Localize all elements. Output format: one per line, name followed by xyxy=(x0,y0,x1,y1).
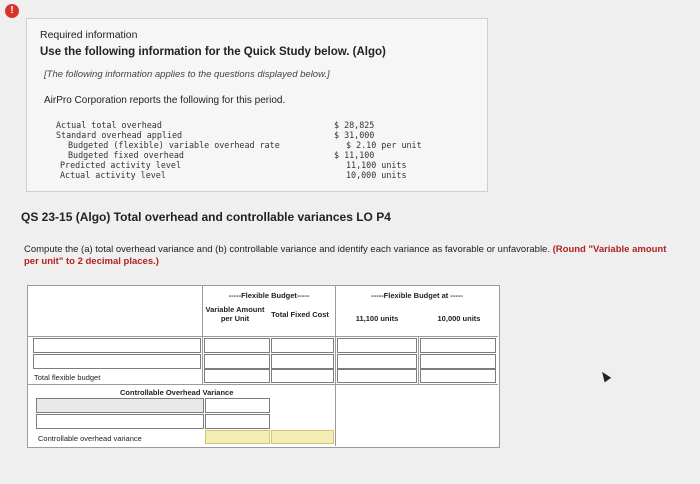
item-label: Standard overhead applied xyxy=(56,130,183,140)
row2-label-input[interactable] xyxy=(33,354,201,369)
flexible-budget-header: -----Flexible Budget----- xyxy=(228,291,310,300)
question-instructions xyxy=(24,244,674,268)
controllable-row1-label[interactable] xyxy=(36,398,204,413)
controllable-variance-header: Controllable Overhead Variance xyxy=(120,388,234,397)
total-fixed-cell[interactable] xyxy=(271,369,334,383)
row2-11100-input[interactable] xyxy=(337,354,417,369)
total-11100-cell[interactable] xyxy=(337,369,417,383)
row1-10000-input[interactable] xyxy=(420,338,496,353)
row1-label-input[interactable] xyxy=(33,338,201,353)
col-11100-header: 11,100 units xyxy=(355,314,399,323)
col-10000-header: 10,000 units xyxy=(437,314,481,323)
info-intro: AirPro Corporation reports the following for this period. xyxy=(44,95,286,106)
alert-icon: ! xyxy=(5,4,19,18)
item-label: Actual activity level xyxy=(60,170,166,180)
mouse-cursor-icon xyxy=(599,370,611,383)
total-10000-cell[interactable] xyxy=(420,369,496,383)
item-label: Actual total overhead xyxy=(56,120,162,130)
divider xyxy=(27,384,498,385)
row1-11100-input[interactable] xyxy=(337,338,417,353)
item-value: 11,100 units xyxy=(346,160,407,170)
item-value: 10,000 units xyxy=(346,170,407,180)
total-flexible-budget-label: Total flexible budget xyxy=(34,373,101,382)
variable-amount-header: Variable Amount per Unit xyxy=(205,305,265,323)
divider xyxy=(202,285,203,385)
item-value: $ 11,100 xyxy=(334,150,375,160)
row2-fixed-input[interactable] xyxy=(271,354,334,369)
controllable-row2-label[interactable] xyxy=(36,414,204,429)
total-variable-cell[interactable] xyxy=(204,369,270,383)
divider xyxy=(335,285,336,446)
instructions-text: Compute the (a) total overhead variance and (b) controllable variance and identify each variance as favorable or unfavorable. xyxy=(24,244,550,255)
controllable-variance-label: Controllable overhead variance xyxy=(38,434,142,443)
item-label: Predicted activity level xyxy=(60,160,182,170)
item-label: Budgeted (flexible) variable overhead rate xyxy=(68,140,280,150)
row1-fixed-input[interactable] xyxy=(271,338,334,353)
row2-variable-input[interactable] xyxy=(204,354,270,369)
flexible-budget-at-header: -----Flexible Budget at ----- xyxy=(371,291,463,300)
item-value: $ 2.10 per unit xyxy=(346,140,422,150)
controllable-row2-value[interactable] xyxy=(205,414,270,429)
divider xyxy=(418,336,419,384)
controllable-variance-type[interactable] xyxy=(271,430,334,444)
item-value: $ 28,825 xyxy=(334,120,375,130)
controllable-row1-value[interactable] xyxy=(205,398,270,413)
controllable-variance-amount[interactable] xyxy=(205,430,270,444)
question-title: QS 23-15 (Algo) Total overhead and controllable variances LO P4 xyxy=(21,210,391,224)
instructions-rounding: (Round "Variable amount per unit" to 2 decimal places.) xyxy=(24,244,667,267)
total-fixed-header: Total Fixed Cost xyxy=(271,310,329,319)
item-value: $ 31,000 xyxy=(334,130,375,140)
row2-10000-input[interactable] xyxy=(420,354,496,369)
item-label: Budgeted fixed overhead xyxy=(68,150,184,160)
row1-variable-input[interactable] xyxy=(204,338,270,353)
divider xyxy=(27,336,498,337)
info-note: [The following information applies to the questions displayed below.] xyxy=(44,69,330,80)
info-title: Use the following information for the Quick Study below. (Algo) xyxy=(40,46,386,58)
required-info-label: Required information xyxy=(40,29,138,41)
